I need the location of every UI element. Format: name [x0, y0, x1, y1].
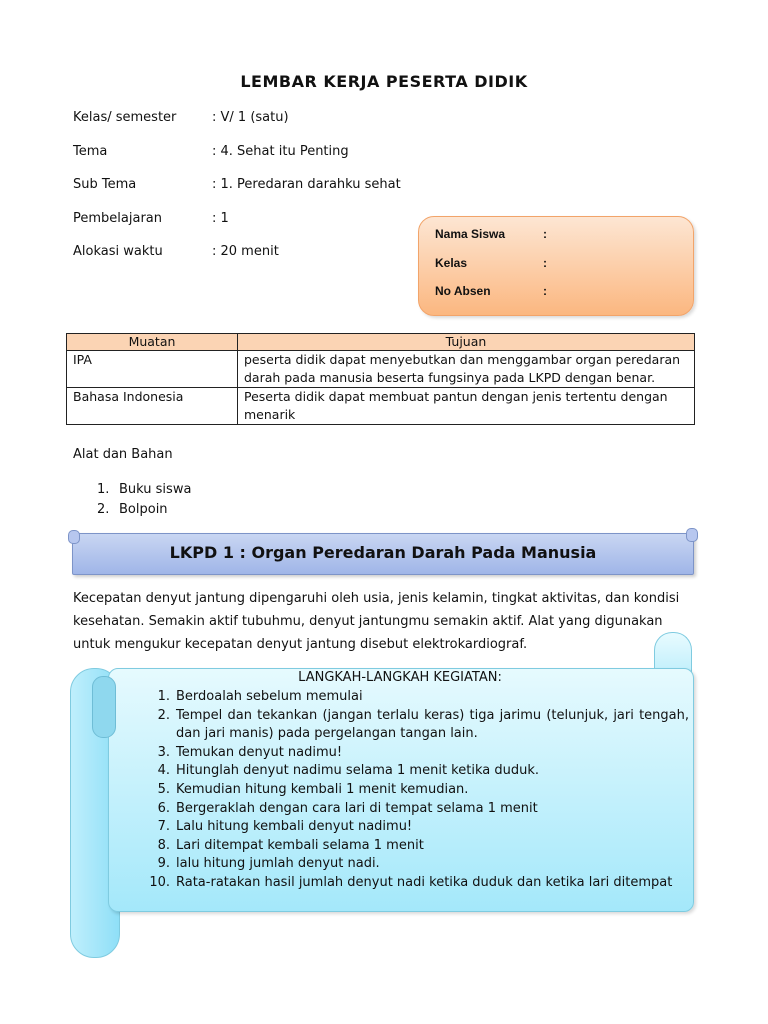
info-value: : 20 menit	[212, 244, 279, 259]
list-item	[146, 818, 689, 837]
step-number: 9.	[157, 856, 170, 872]
info-label: Pembelajaran	[73, 211, 162, 226]
step-number: 5.	[157, 781, 170, 797]
list-item	[146, 762, 689, 781]
list-item	[146, 855, 689, 874]
info-label: Alokasi waktu	[73, 244, 163, 259]
tools-heading: Alat dan Bahan	[73, 447, 173, 462]
step-text: lalu hitung jumlah denyut nadi.	[176, 856, 380, 872]
list-item	[146, 837, 689, 856]
student-class-colon: :	[543, 256, 547, 270]
student-class-row[interactable]	[435, 256, 547, 270]
list-number: 2.	[97, 502, 110, 517]
step-number: 6.	[157, 800, 170, 816]
step-text: Temukan denyut nadimu!	[176, 744, 343, 760]
list-item	[146, 800, 689, 819]
step-text: Hitunglah denyut nadimu selama 1 menit ketika duduk.	[176, 763, 539, 779]
table-row	[67, 351, 695, 388]
step-text: Kemudian hitung kembali 1 menit kemudian.	[176, 781, 469, 797]
list-text: Bolpoin	[119, 502, 168, 517]
step-number: 3.	[157, 744, 170, 760]
column-header-goal: Tujuan	[238, 334, 695, 351]
step-text: Lalu hitung kembali denyut nadimu!	[176, 819, 413, 835]
steps-scroll	[70, 632, 694, 957]
student-name-colon: :	[543, 227, 547, 241]
list-text: Buku siswa	[119, 482, 192, 497]
student-class-label: Kelas	[435, 256, 468, 270]
subject-cell: Bahasa Indonesia	[67, 388, 238, 425]
student-info-box	[418, 216, 694, 316]
column-header-subject: Muatan	[67, 334, 238, 351]
step-number: 10.	[149, 874, 170, 890]
list-item	[146, 781, 689, 800]
list-item	[146, 707, 689, 744]
step-number: 2.	[157, 707, 170, 723]
page-title: LEMBAR KERJA PESERTA DIDIK	[240, 72, 528, 91]
step-text: Rata-ratakan hasil jumlah denyut nadi ketika duduk dan ketika lari ditempat	[176, 874, 673, 890]
list-item	[146, 744, 689, 763]
step-number: 4.	[157, 763, 170, 779]
step-number: 8.	[157, 837, 170, 853]
info-label: Kelas/ semester	[73, 110, 177, 125]
goal-cell: Peserta didik dapat membuat pantun dengan jenis tertentu dengan menarik	[238, 388, 695, 425]
list-item	[146, 874, 689, 893]
objectives-table	[66, 333, 695, 425]
student-name-row[interactable]	[435, 227, 547, 241]
intro-paragraph: Kecepatan denyut jantung dipengaruhi oleh usia, jenis kelamin, tingkat aktivitas, dan kondisi kesehatan. Semakin aktif tubuhmu, denyut jantungmu semakin aktif. Alat yang digunakan untuk mengukur kecepatan denyut jantung disebut elektrokardiograf.	[73, 591, 680, 652]
list-item	[97, 502, 168, 517]
step-number: 1.	[157, 689, 170, 704]
banner-title: LKPD 1 : Organ Peredaran Darah Pada Manusia	[169, 543, 597, 562]
steps-title: LANGKAH-LANGKAH KEGIATAN:	[298, 670, 502, 685]
info-label: Tema	[73, 144, 108, 159]
student-number-colon: :	[543, 284, 547, 298]
student-number-label: No Absen	[435, 284, 491, 298]
list-number: 1.	[97, 482, 110, 497]
info-value: : 1	[212, 211, 229, 226]
student-number-row[interactable]	[435, 284, 547, 298]
info-value: : V/ 1 (satu)	[212, 110, 289, 125]
table-header-row	[67, 334, 695, 351]
banner-curl-decoration	[686, 528, 698, 542]
subject-cell: IPA	[67, 351, 238, 388]
info-value: : 4. Sehat itu Penting	[212, 144, 349, 159]
list-item	[146, 688, 689, 707]
step-text: Berdoalah sebelum memulai	[176, 689, 363, 704]
info-value: : 1. Peredaran darahku sehat	[212, 177, 401, 192]
goal-cell: peserta didik dapat menyebutkan dan menggambar organ peredaran darah pada manusia beserta fungsinya pada LKPD dengan benar.	[238, 351, 695, 388]
lkpd-banner	[72, 533, 694, 575]
steps-list	[146, 688, 689, 893]
student-name-label: Nama Siswa	[435, 227, 506, 241]
step-text: Bergeraklah dengan cara lari di tempat selama 1 menit	[176, 800, 538, 816]
list-item	[97, 482, 191, 497]
step-text: Tempel dan tekankan (jangan terlalu keras) tiga jarimu (telunjuk, jari tengah, dan jari manis) pada pergelangan tangan lain.	[176, 707, 689, 742]
step-text: Lari ditempat kembali selama 1 menit	[176, 837, 424, 853]
info-label: Sub Tema	[73, 177, 137, 192]
scroll-curl-decoration	[92, 676, 116, 738]
banner-curl-decoration	[68, 530, 80, 544]
table-row	[67, 388, 695, 425]
step-number: 7.	[157, 819, 170, 835]
